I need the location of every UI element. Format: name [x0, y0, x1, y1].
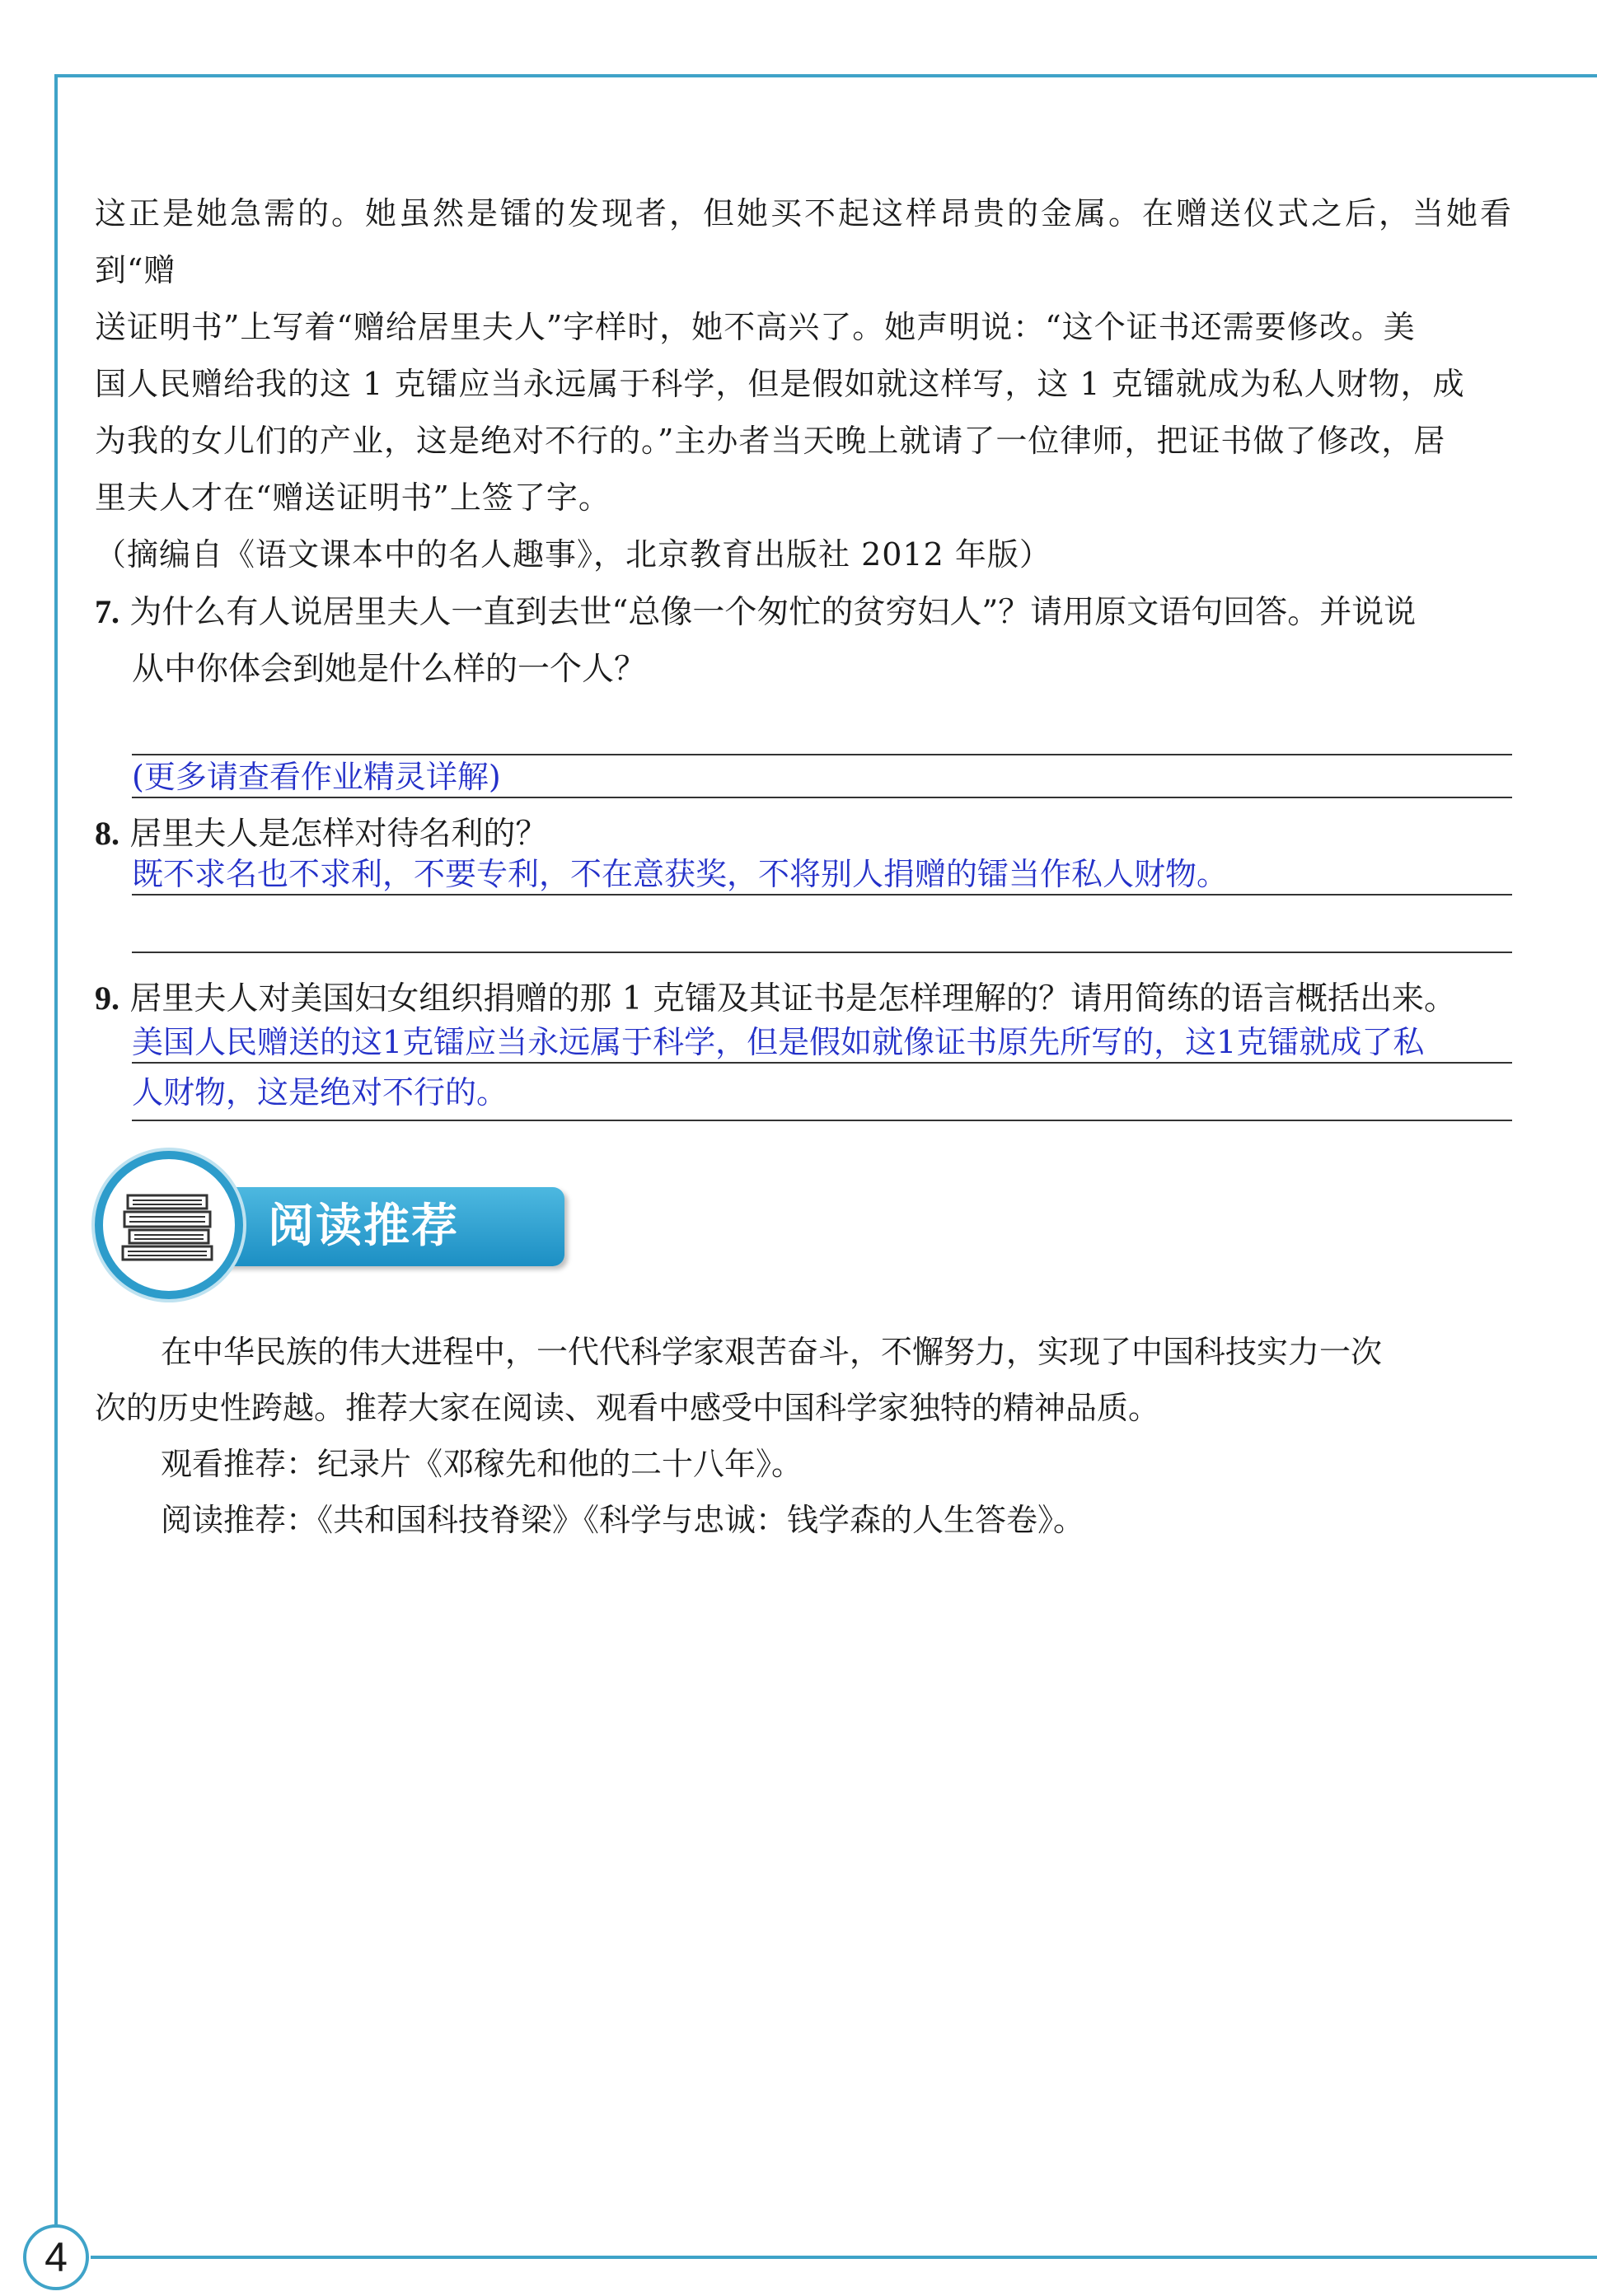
page-number: 4 — [23, 2224, 89, 2290]
passage-line: 这正是她急需的。她虽然是镭的发现者，但她买不起这样昂贵的金属。在赠送仪式之后，当她看到“赠 — [95, 195, 1512, 288]
passage-line: 送证明书”上写着“赠给居里夫人”字样时，她不高兴了。她声明说：“这个证书还需要修改。美 — [95, 309, 1416, 345]
watch-recommendation: 观看推荐：纪录片《邓稼先和他的二十八年》。 — [161, 1446, 803, 1482]
section-title: 阅读推荐 — [268, 1199, 459, 1253]
answer-line[interactable]: (更多请查看作业精灵详解) — [132, 755, 1512, 798]
answer-line[interactable]: 既不求名也不求利，不要专利，不在意获奖，不将别人捐赠的镭当作私人财物。 — [132, 853, 1512, 895]
answer-line[interactable]: 美国人民赠送的这1克镭应当永远属于科学，但是假如就像证书原先所写的，这1克镭就成了私 — [132, 1021, 1512, 1064]
question-number: 9. — [95, 980, 119, 1017]
page-frame-left — [54, 74, 58, 2233]
recommendation-intro: 次的历史性跨越。推荐大家在阅读、观看中感受中国科学家独特的精神品质。 — [95, 1390, 1160, 1426]
page-frame-top — [56, 74, 1597, 77]
question-number: 7. — [95, 593, 119, 630]
answer-line[interactable] — [132, 698, 1512, 755]
question-8 — [95, 805, 1512, 863]
books-icon — [95, 1151, 243, 1299]
recommendation-intro: 在中华民族的伟大进程中，一代代科学家艰苦奋斗，不懈努力，实现了中国科技实力一次 — [161, 1334, 1383, 1370]
question-7 — [95, 583, 1512, 641]
passage-line: 为我的女儿们的产业，这是绝对不行的。”主办者当天晚上就请了一位律师，把证书做了修改，居 — [95, 423, 1446, 459]
question-text: 为什么有人说居里夫人一直到去世“总像一个匆忙的贫穷妇人”？请用原文语句回答。并说说 — [129, 594, 1417, 631]
question-number: 8. — [95, 815, 119, 852]
passage-line: 里夫人才在“赠送证明书”上签了字。 — [95, 479, 611, 516]
answer-line[interactable] — [132, 895, 1512, 953]
passage-source: （摘编自《语文课本中的名人趣事》，北京教育出版社 2012 年版） — [95, 536, 1051, 573]
answer-line[interactable]: 人财物，这是绝对不行的。 — [132, 1064, 1512, 1121]
question-9 — [95, 970, 1512, 1027]
question-text: 居里夫人是怎样对待名利的？ — [129, 816, 548, 853]
page-frame-bottom — [91, 2256, 1597, 2259]
recommendation — [95, 1324, 1512, 1548]
passage-line: 国人民赠给我的这 1 克镭应当永远属于科学，但是假如就这样写，这 1 克镭就成为私人财物，成 — [95, 366, 1465, 402]
read-recommendation: 阅读推荐：《共和国科技脊梁》《科学与忠诚：钱学森的人生答卷》。 — [161, 1502, 1085, 1538]
section-banner — [95, 1151, 589, 1324]
question-text: 从中你体会到她是什么样的一个人？ — [132, 651, 647, 688]
reading-passage — [95, 185, 1512, 583]
page-content — [95, 185, 1512, 1548]
question-text: 居里夫人对美国妇女组织捐赠的那 1 克镭及其证书是怎样理解的？请用简练的语言概括出来。 — [129, 980, 1457, 1017]
question-7-continued — [95, 641, 1512, 698]
